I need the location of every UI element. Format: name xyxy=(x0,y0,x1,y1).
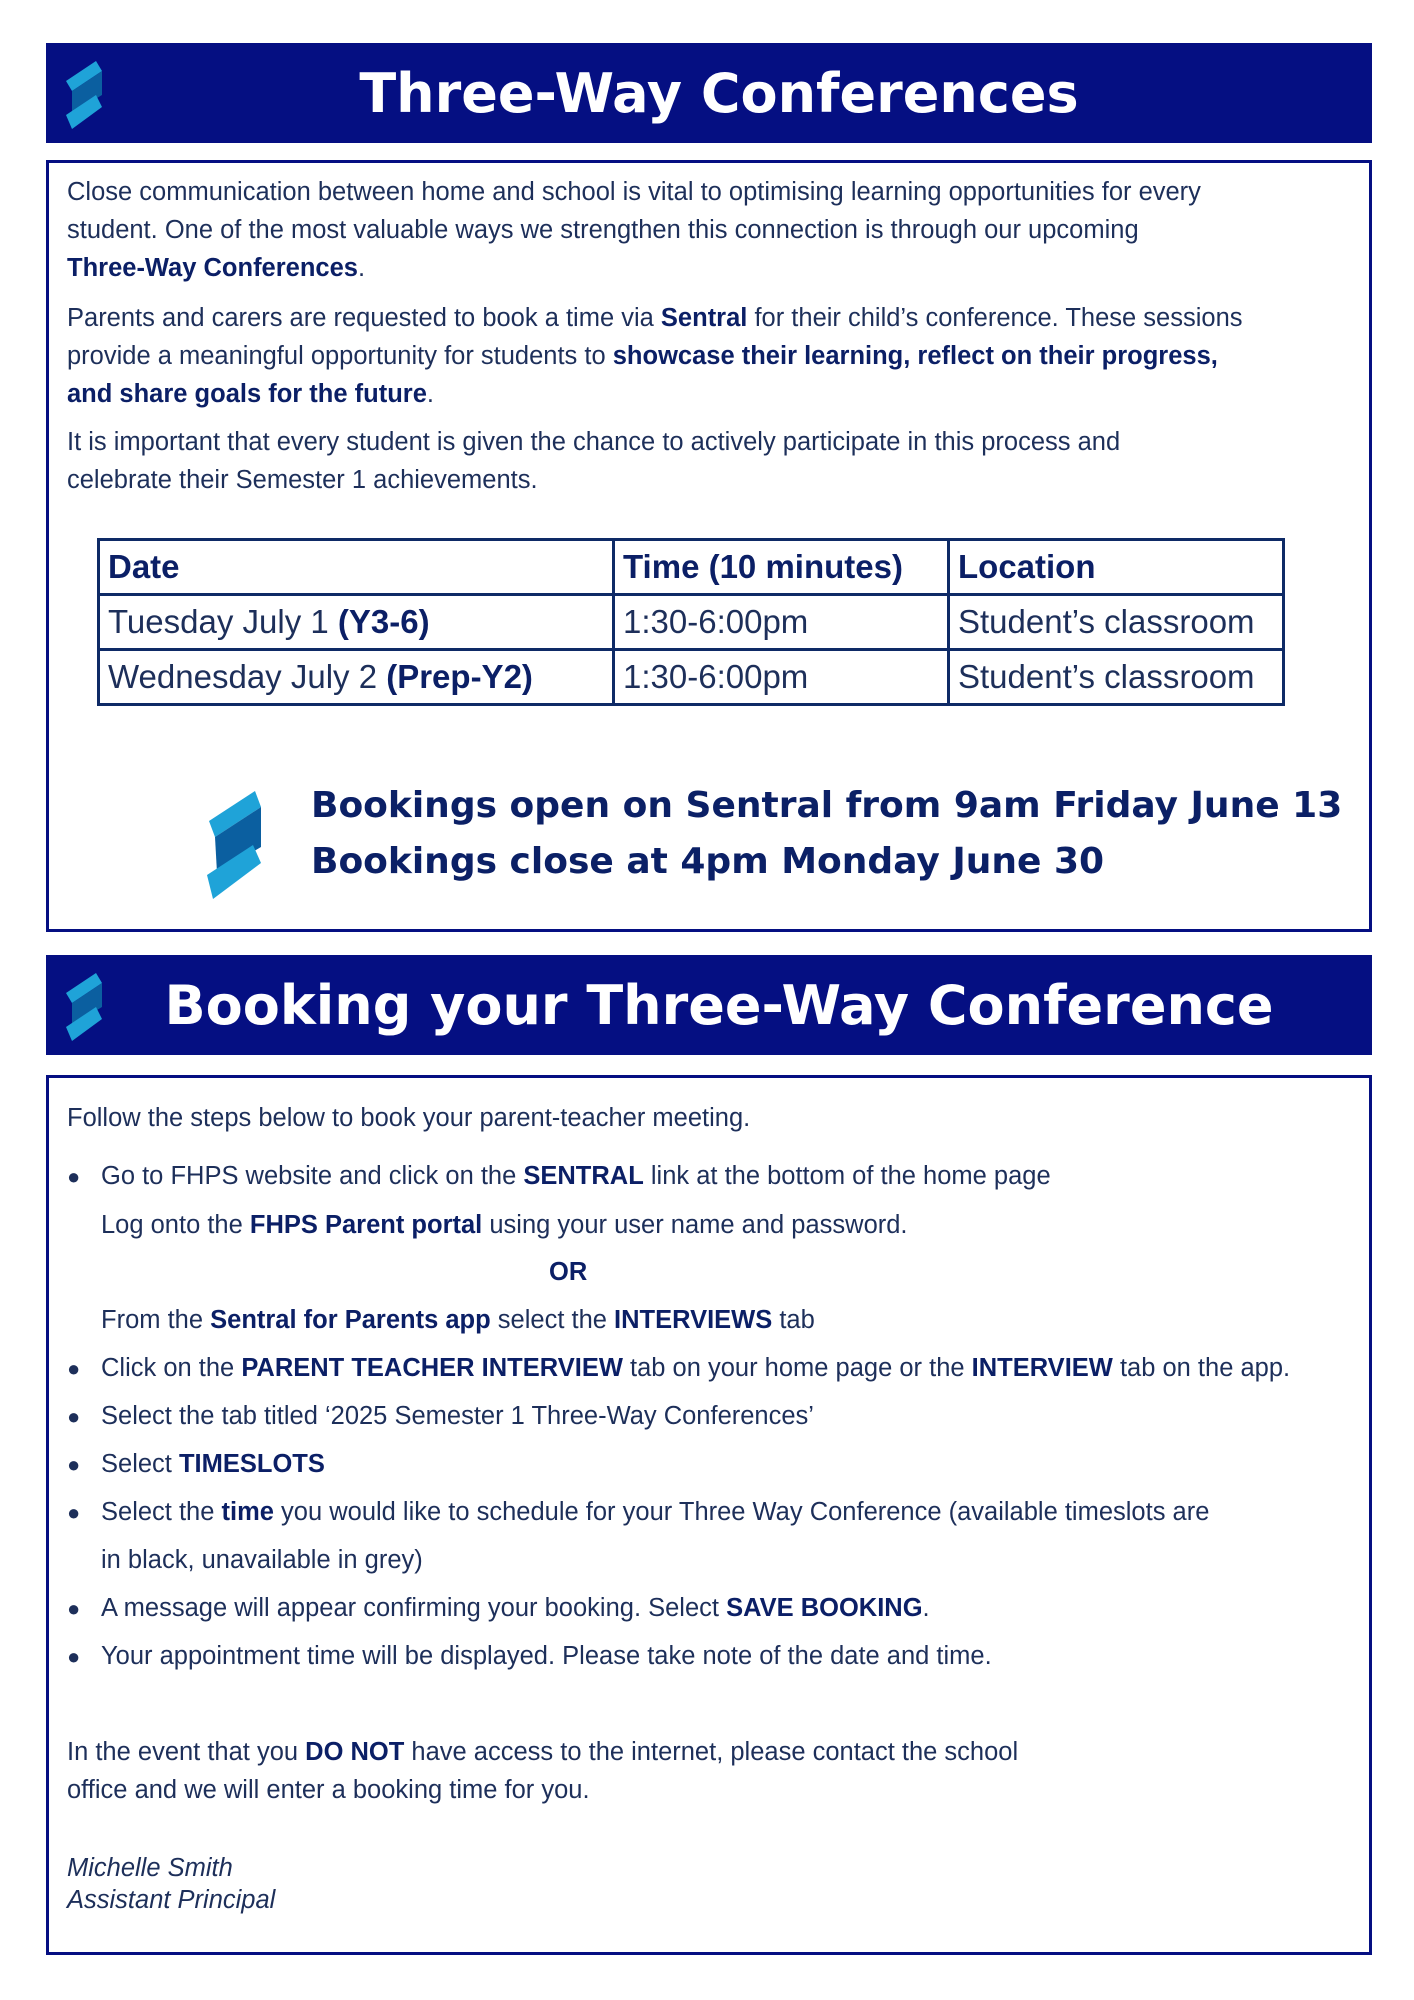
step-interview-tab: Click on the PARENT TEACHER INTERVIEW tab on your home page or the INTERVIEW tab on the app. xyxy=(101,1354,1291,1382)
step-app: From the Sentral for Parents app select the INTERVIEWS tab xyxy=(101,1306,815,1334)
step-timeslots: Select TIMESLOTS xyxy=(101,1450,325,1478)
date-cell: Wednesday July 2 (Prep-Y2) xyxy=(99,650,614,705)
sentral-logo-icon xyxy=(203,783,267,907)
no-internet-note: In the event that you DO NOT have access to the internet, please contact the school xyxy=(67,1738,1019,1766)
step-select-time-continued: in black, unavailable in grey) xyxy=(101,1546,423,1574)
participation-paragraph: It is important that every student is given the chance to actively participate in this process and celebrate their Semester 1 achievements. xyxy=(67,428,1121,494)
step-website: Go to FHPS website and click on the SENTRAL link at the bottom of the home page xyxy=(101,1162,1051,1190)
header-banner-conferences xyxy=(46,43,1372,143)
time-cell: 1:30-6:00pm xyxy=(614,650,949,705)
bullet-icon: ● xyxy=(67,1500,81,1525)
signature-name: Michelle Smith xyxy=(67,1854,233,1882)
location-cell: Student’s classroom xyxy=(949,595,1284,650)
schedule-table xyxy=(97,538,1285,706)
bullet-icon: ● xyxy=(67,1596,81,1621)
section-title: Booking your Three-Way Conference xyxy=(164,973,1274,1037)
header-banner-booking xyxy=(46,955,1372,1055)
steps-intro: Follow the steps below to book your parent-teacher meeting. xyxy=(67,1104,751,1132)
bookings-open-text: Bookings open on Sentral from 9am Friday June 13 xyxy=(311,785,1343,826)
table-header-row xyxy=(99,540,1284,595)
column-header-time: Time (10 minutes) xyxy=(614,540,949,595)
step-select-time: Select the time you would like to schedule for your Three Way Conference (available timeslots are xyxy=(101,1498,1210,1526)
bullet-icon: ● xyxy=(67,1452,81,1477)
bullet-icon: ● xyxy=(67,1164,81,1189)
time-cell: 1:30-6:00pm xyxy=(614,595,949,650)
column-header-date: Date xyxy=(99,540,614,595)
signature-role: Assistant Principal xyxy=(67,1886,276,1914)
page-title: Three-Way Conferences xyxy=(359,61,1079,125)
bullet-icon: ● xyxy=(67,1644,81,1669)
or-separator: OR xyxy=(549,1258,588,1286)
step-login: Log onto the FHPS Parent portal using your user name and password. xyxy=(101,1211,908,1239)
step-confirm: A message will appear confirming your booking. Select SAVE BOOKING. xyxy=(101,1594,930,1622)
step-select-tab: Select the tab titled ‘2025 Semester 1 Three-Way Conferences’ xyxy=(101,1402,814,1430)
date-cell: Tuesday July 1 (Y3-6) xyxy=(99,595,614,650)
bookings-close-text: Bookings close at 4pm Monday June 30 xyxy=(311,841,1105,882)
no-internet-note-continued: office and we will enter a booking time for you. xyxy=(67,1776,590,1804)
bullet-icon: ● xyxy=(67,1356,81,1381)
table-row xyxy=(99,650,1284,705)
location-cell: Student’s classroom xyxy=(949,650,1284,705)
column-header-location: Location xyxy=(949,540,1284,595)
bullet-icon: ● xyxy=(67,1404,81,1429)
booking-steps-box xyxy=(46,1075,1372,1955)
conference-info-box xyxy=(46,160,1372,932)
intro-paragraph: Close communication between home and school is vital to optimising learning opportunities for every student. One of the most valuable ways we strengthen this connection is through our upcoming Three-Way Conferences. xyxy=(67,178,1201,282)
step-displayed: Your appointment time will be displayed. Please take note of the date and time. xyxy=(101,1642,992,1670)
sentral-paragraph: Parents and carers are requested to book a time via Sentral for their child’s conference. These sessions provide a meaningful opportunity for students to showcase their learning, reflect on their progress, and share goals for the future. xyxy=(67,304,1243,408)
table-row xyxy=(99,595,1284,650)
